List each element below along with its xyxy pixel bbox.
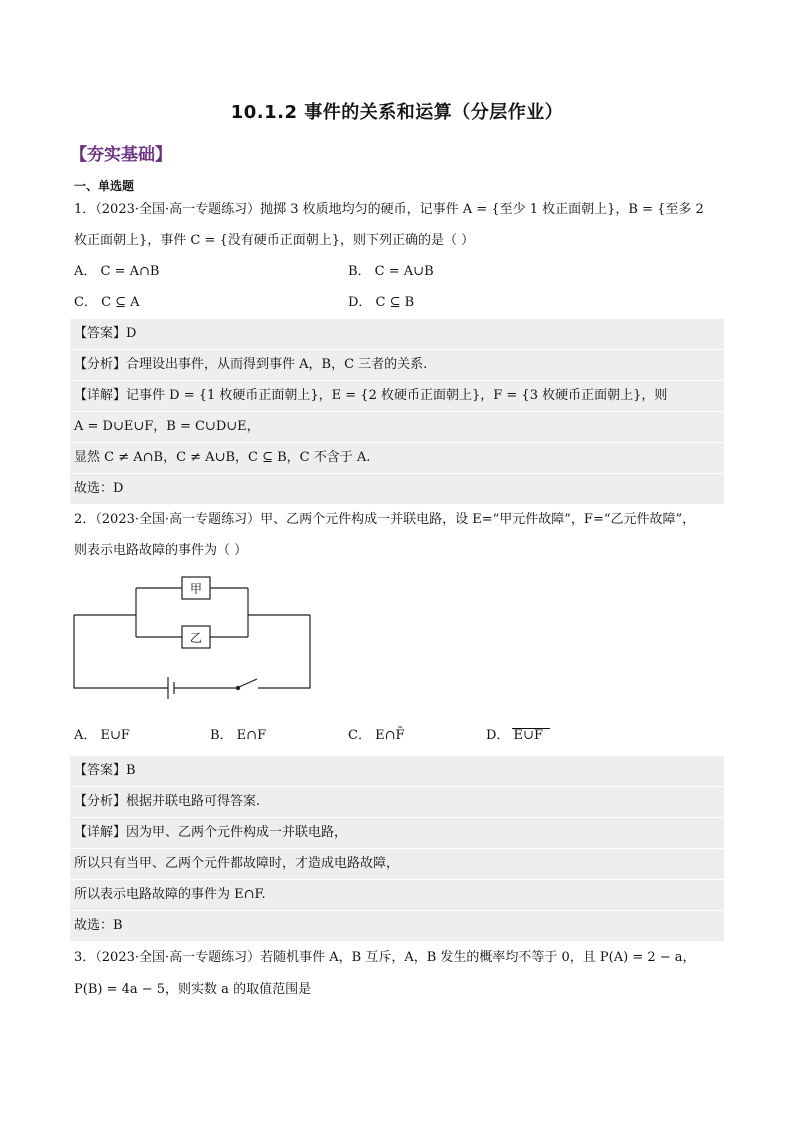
- q2-option-d: [486, 726, 543, 746]
- q1-detail1: 【详解】记事件 D = {1 枚硬币正面朝上}，E = {2 枚硬币正面朝上}，F = {3 枚硬币正面朝上}，则: [74, 388, 668, 403]
- q2-option-c: C． E∩F̄: [348, 728, 405, 743]
- q1-detail-row2: [70, 412, 724, 442]
- q2-detail2: 所以只有当甲、乙两个元件都故障时，才造成电路故障，: [74, 856, 400, 871]
- q2-choose: 故选：B: [74, 918, 123, 933]
- q1-analysis-row: [70, 350, 724, 380]
- q2-stem-line2: 则表示电路故障的事件为（ ）: [74, 543, 248, 558]
- q1-detail3: 显然 C ≠ A∩B，C ≠ A∪B，C ⊆ B，C 不含于 A.: [74, 450, 371, 465]
- circuit-diagram: [70, 575, 330, 705]
- q2-answer-row: [70, 756, 724, 786]
- q2-detail3: 所以表示电路故障的事件为 E∩F.: [74, 887, 266, 902]
- page-title: 10.1.2 事件的关系和运算（分层作业）: [230, 102, 564, 123]
- q1-answer-row: [70, 319, 724, 349]
- q2-analysis: 【分析】根据并联电路可得答案.: [74, 794, 261, 809]
- q2-detail1: 【详解】因为甲、乙两个元件构成一并联电路，: [74, 825, 348, 840]
- q2-choose-row: [70, 911, 724, 941]
- q1-choose-row: [70, 474, 724, 504]
- q2-detail-row1: [70, 818, 724, 848]
- q2-option-d-text: D． E∪F: [486, 728, 543, 743]
- q2-analysis-row: [70, 787, 724, 817]
- q1-option-a: A． C = A∩B: [74, 264, 160, 279]
- q1-detail2: A = D∪E∪F，B = C∪D∪E，: [74, 419, 260, 434]
- q1-option-c: C． C ⊆ A: [74, 295, 140, 310]
- section-heading: 一、单选题: [74, 179, 135, 193]
- q1-answer: 【答案】D: [74, 326, 137, 341]
- q1-detail-row3: [70, 443, 724, 473]
- q2-option-b: B． E∩F: [210, 728, 267, 743]
- q2-detail-row3: [70, 880, 724, 910]
- q3-stem-line2: P(B) = 4a − 5，则实数 a 的取值范围是: [74, 982, 312, 997]
- q1-option-d: D． C ⊆ B: [348, 295, 415, 310]
- q2-option-d-overline: [512, 728, 550, 729]
- q2-answer: 【答案】B: [74, 763, 136, 778]
- switch-lever: [239, 679, 257, 687]
- q3-stem-line1: 3．（2023·全国·高一专题练习）若随机事件 A，B 互斥，A，B 发生的概率均不等于 0，且 P(A) = 2 − a，: [74, 950, 696, 965]
- q2-detail-row2: [70, 849, 724, 879]
- q1-stem-line2: 枚正面朝上}，事件 C = {没有硬币正面朝上}，则下列正确的是（ ）: [74, 233, 475, 248]
- circuit-left-wire: [74, 615, 168, 688]
- q1-analysis: 【分析】合理设出事件，从而得到事件 A，B，C 三者的关系.: [74, 357, 428, 372]
- q2-stem-line1: 2．（2023·全国·高一专题练习）甲、乙两个元件构成一并联电路，设 E=“甲元件故障”，F=“乙元件故障”，: [74, 512, 696, 527]
- section-label: 【夯实基础】: [70, 145, 172, 165]
- q1-option-b: B． C = A∪B: [348, 264, 434, 279]
- component-label-bottom: 乙: [189, 631, 203, 645]
- q2-option-a: A． E∪F: [74, 728, 130, 743]
- q1-detail-row1: [70, 381, 724, 411]
- q1-choose: 故选：D: [74, 481, 124, 496]
- circuit-right-wire: [258, 615, 310, 688]
- component-label-top: 甲: [189, 582, 203, 596]
- q1-stem-line1: 1．（2023·全国·高一专题练习）抛掷 3 枚质地均匀的硬币，记事件 A = {至少 1 枚正面朝上}，B = {至多 2: [74, 202, 704, 217]
